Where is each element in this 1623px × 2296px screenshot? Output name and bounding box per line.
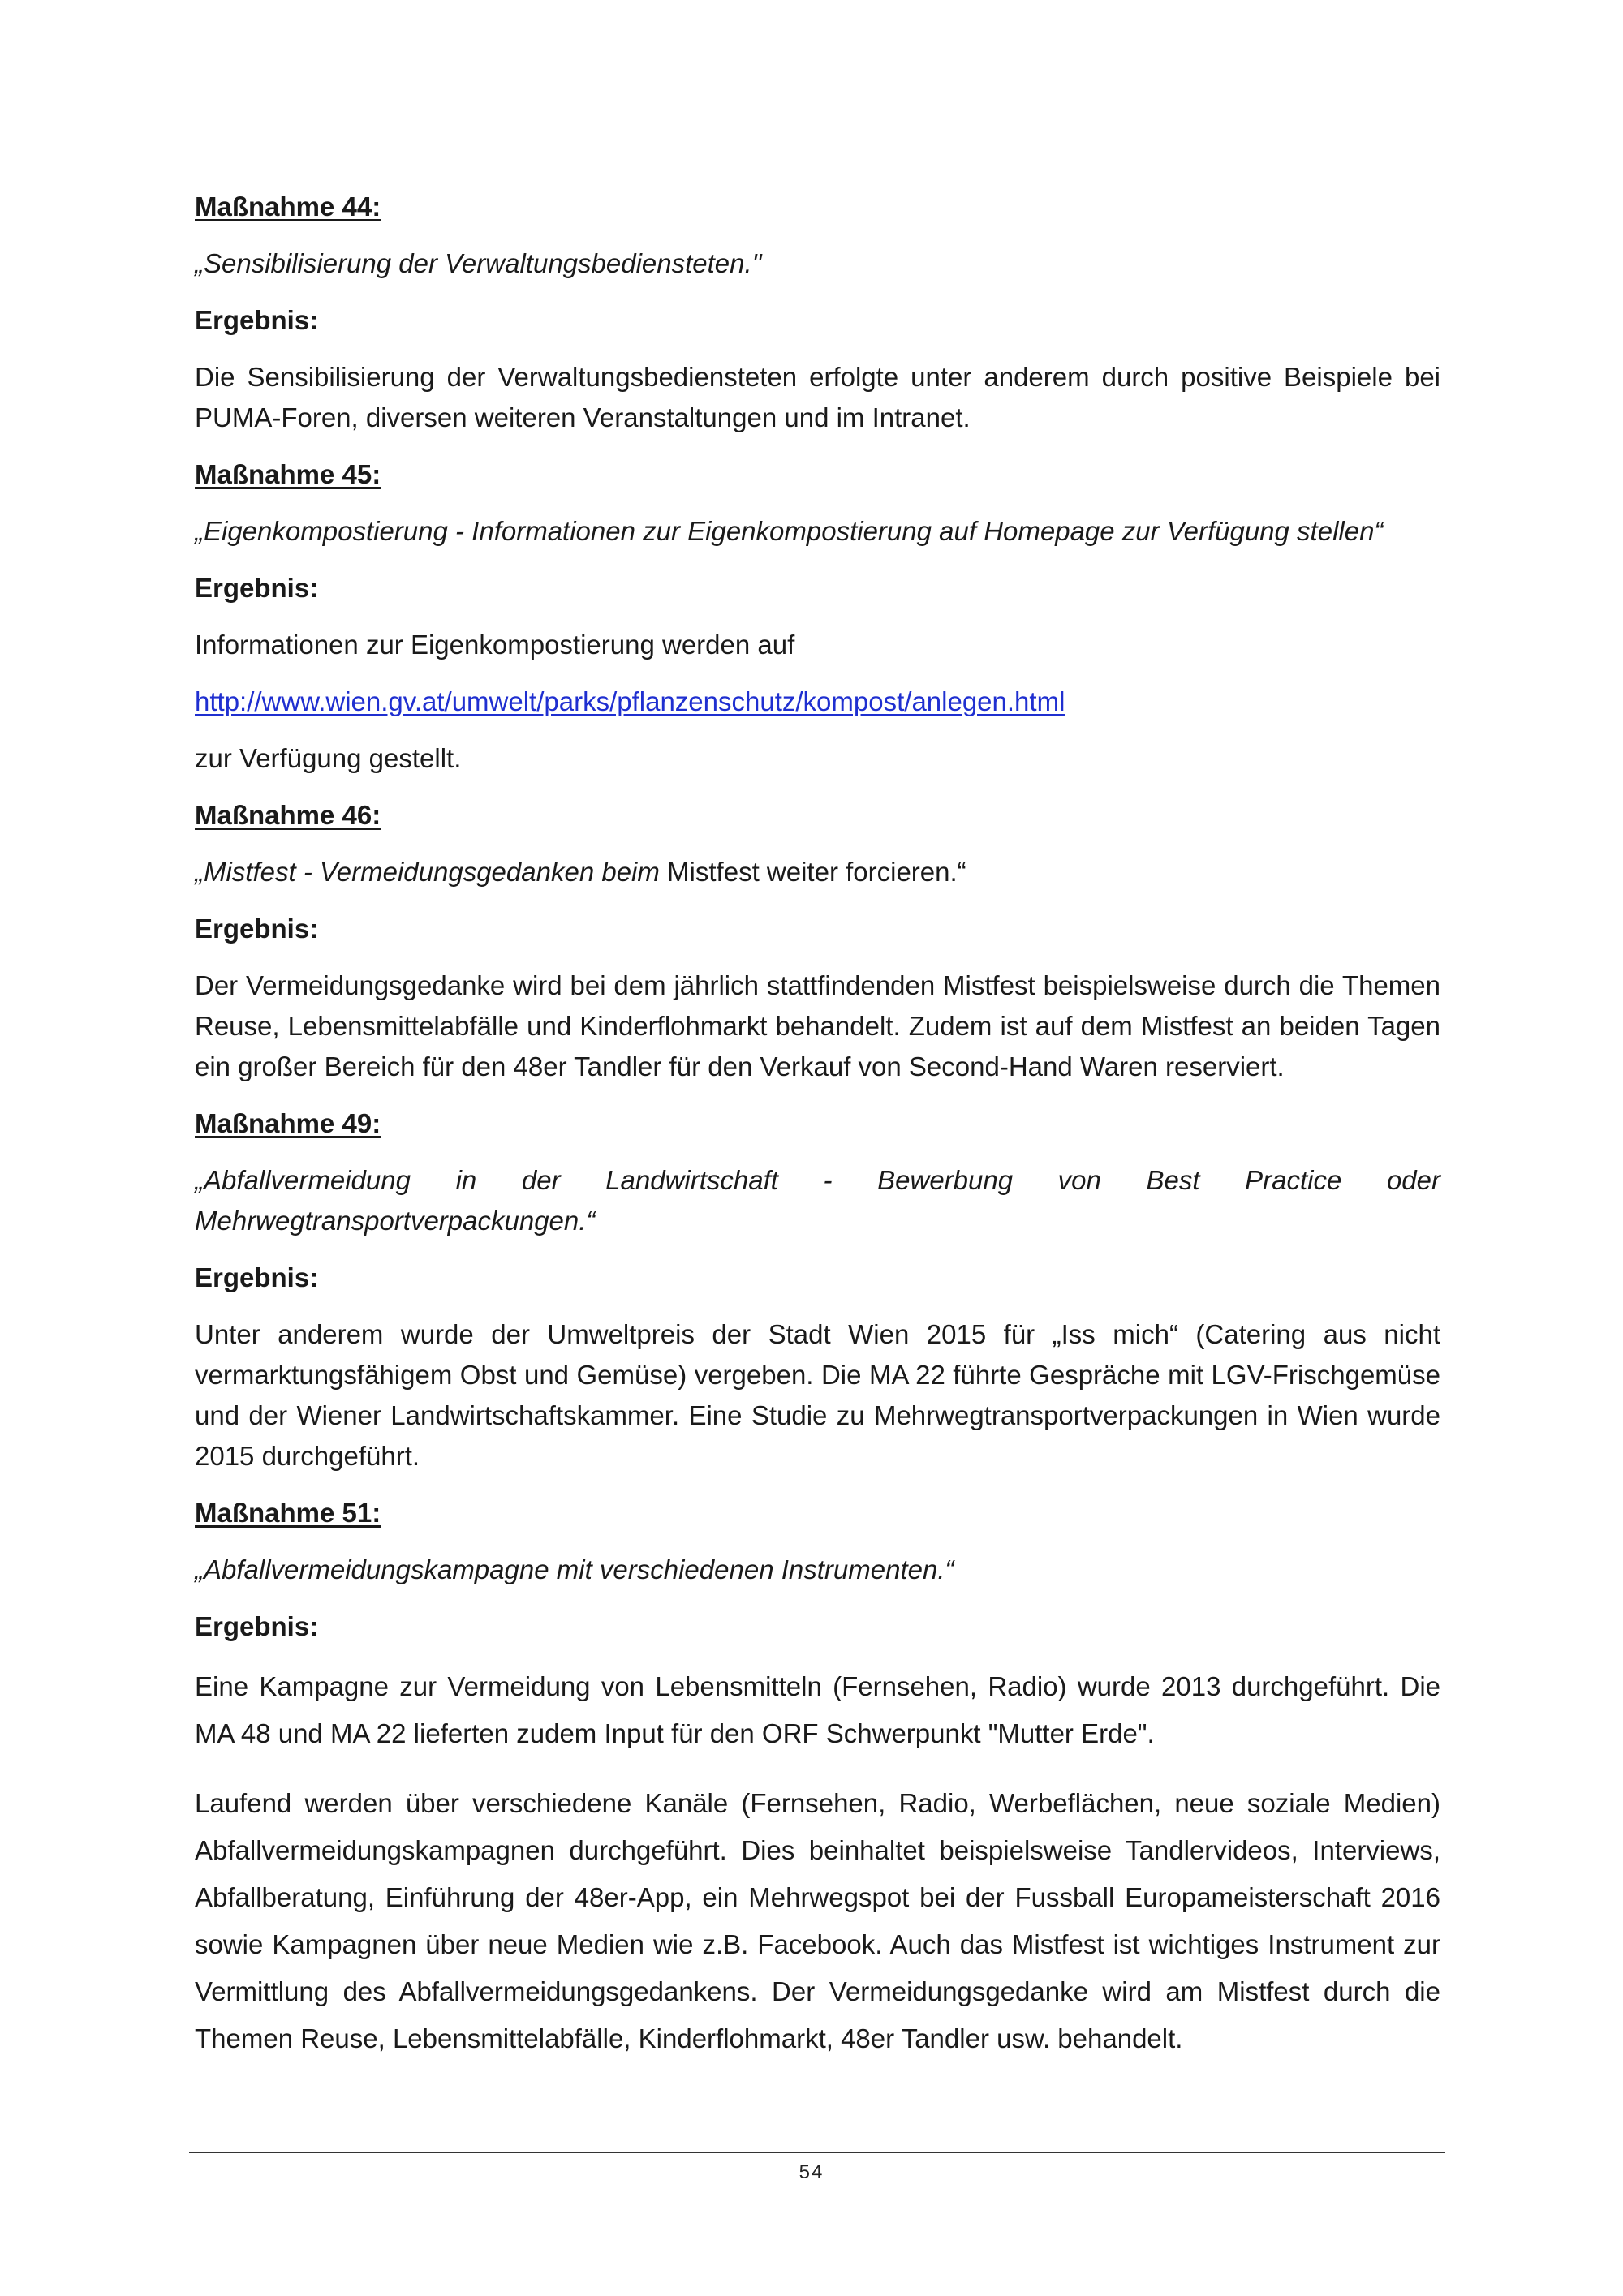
section-massnahme-45 [195, 454, 1440, 779]
document-page [195, 187, 1440, 2085]
result-text: Die Sensibilisierung der Verwaltungsbediensteten erfolgte unter anderem durch positive Beispiele bei PUMA-Foren, diversen weiteren Veranstaltungen und im Intranet. [195, 362, 1440, 432]
section-heading: Maßnahme 45: [195, 459, 381, 489]
result-intro-text: Informationen zur Eigenkompostierung werden auf [195, 630, 795, 660]
result-text: Unter anderem wurde der Umweltpreis der Stadt Wien 2015 für „Iss mich“ (Catering aus nicht vermarktungsfähigem Obst und Gemüse) vergeben. Die MA 22 führte Gespräche mit LGV-Frischgemüse und der Wiener Landwirtschaftskammer. Eine Studie zu Mehrwegtransportverpackungen in Wien wurde 2015 durchgeführt. [195, 1319, 1440, 1471]
measure-quote: „Sensibilisierung der Verwaltungsbediensteten." [195, 248, 762, 278]
result-label: Ergebnis: [195, 1262, 319, 1292]
result-label: Ergebnis: [195, 1611, 319, 1641]
result-label: Ergebnis: [195, 305, 319, 335]
section-heading: Maßnahme 51: [195, 1498, 381, 1528]
result-text: Der Vermeidungsgedanke wird bei dem jährlich stattfindenden Mistfest beispielsweise durch die Themen Reuse, Lebensmittelabfälle und Kinderflohmarkt behandelt. Zudem ist auf dem Mistfest an beiden Tagen ein großer Bereich für den 48er Tandler für den Verkauf von Second-Hand Waren reserviert. [195, 970, 1440, 1081]
result-text: Eine Kampagne zur Vermeidung von Lebensmitteln (Fernsehen, Radio) wurde 2013 durchgeführt. Die MA 48 und MA 22 lieferten zudem Input für den ORF Schwerpunkt "Mutter Erde". [195, 1671, 1440, 1748]
footer-divider [189, 2152, 1445, 2153]
result-text-continued: Laufend werden über verschiedene Kanäle (Fernsehen, Radio, Werbeflächen, neue soziale Medien) Abfallvermeidungskampagnen durchgeführt. Dies beinhaltet beispielsweise Tandlervideos, Interviews, Abfallberatung, Einführung der 48er-App, ein Mehrwegspot bei der Fussball Europameisterschaft 2016 sowie Kampagnen über neue Medien wie z.B. Facebook. Auch das Mistfest ist wichtiges Instrument zur Vermittlung des Abfallvermeidungsgedankens. Der Vermeidungsgedanke wird am Mistfest durch die Themen Reuse, Lebensmittelabfälle, Kinderflohmarkt, 48er Tandler usw. behandelt. [195, 1788, 1440, 2053]
compost-info-link[interactable]: http://www.wien.gv.at/umwelt/parks/pflanzenschutz/kompost/anlegen.html [195, 686, 1065, 716]
section-massnahme-44 [195, 187, 1440, 438]
measure-quote: „Abfallvermeidung in der Landwirtschaft - Bewerbung von Best Practice oder Mehrwegtransportverpackungen.“ [195, 1165, 1440, 1236]
section-massnahme-51 [195, 1493, 1440, 2062]
section-massnahme-49 [195, 1103, 1440, 1477]
measure-quote: „Abfallvermeidungskampagne mit verschiedenen Instrumenten.“ [195, 1554, 954, 1584]
section-heading: Maßnahme 44: [195, 191, 381, 221]
measure-quote-italic: „Mistfest - Vermeidungsgedanken beim [195, 857, 660, 887]
result-outro-text: zur Verfügung gestellt. [195, 743, 462, 773]
result-label: Ergebnis: [195, 573, 319, 603]
measure-quote [195, 852, 1440, 892]
measure-quote: „Eigenkompostierung - Informationen zur Eigenkompostierung auf Homepage zur Verfügung stellen“ [195, 516, 1384, 546]
section-heading: Maßnahme 49: [195, 1108, 381, 1138]
section-heading: Maßnahme 46: [195, 800, 381, 830]
measure-quote-normal: Mistfest weiter forcieren.“ [659, 857, 966, 887]
result-label: Ergebnis: [195, 914, 319, 944]
page-number: 54 [799, 2161, 824, 2183]
section-massnahme-46 [195, 795, 1440, 1087]
